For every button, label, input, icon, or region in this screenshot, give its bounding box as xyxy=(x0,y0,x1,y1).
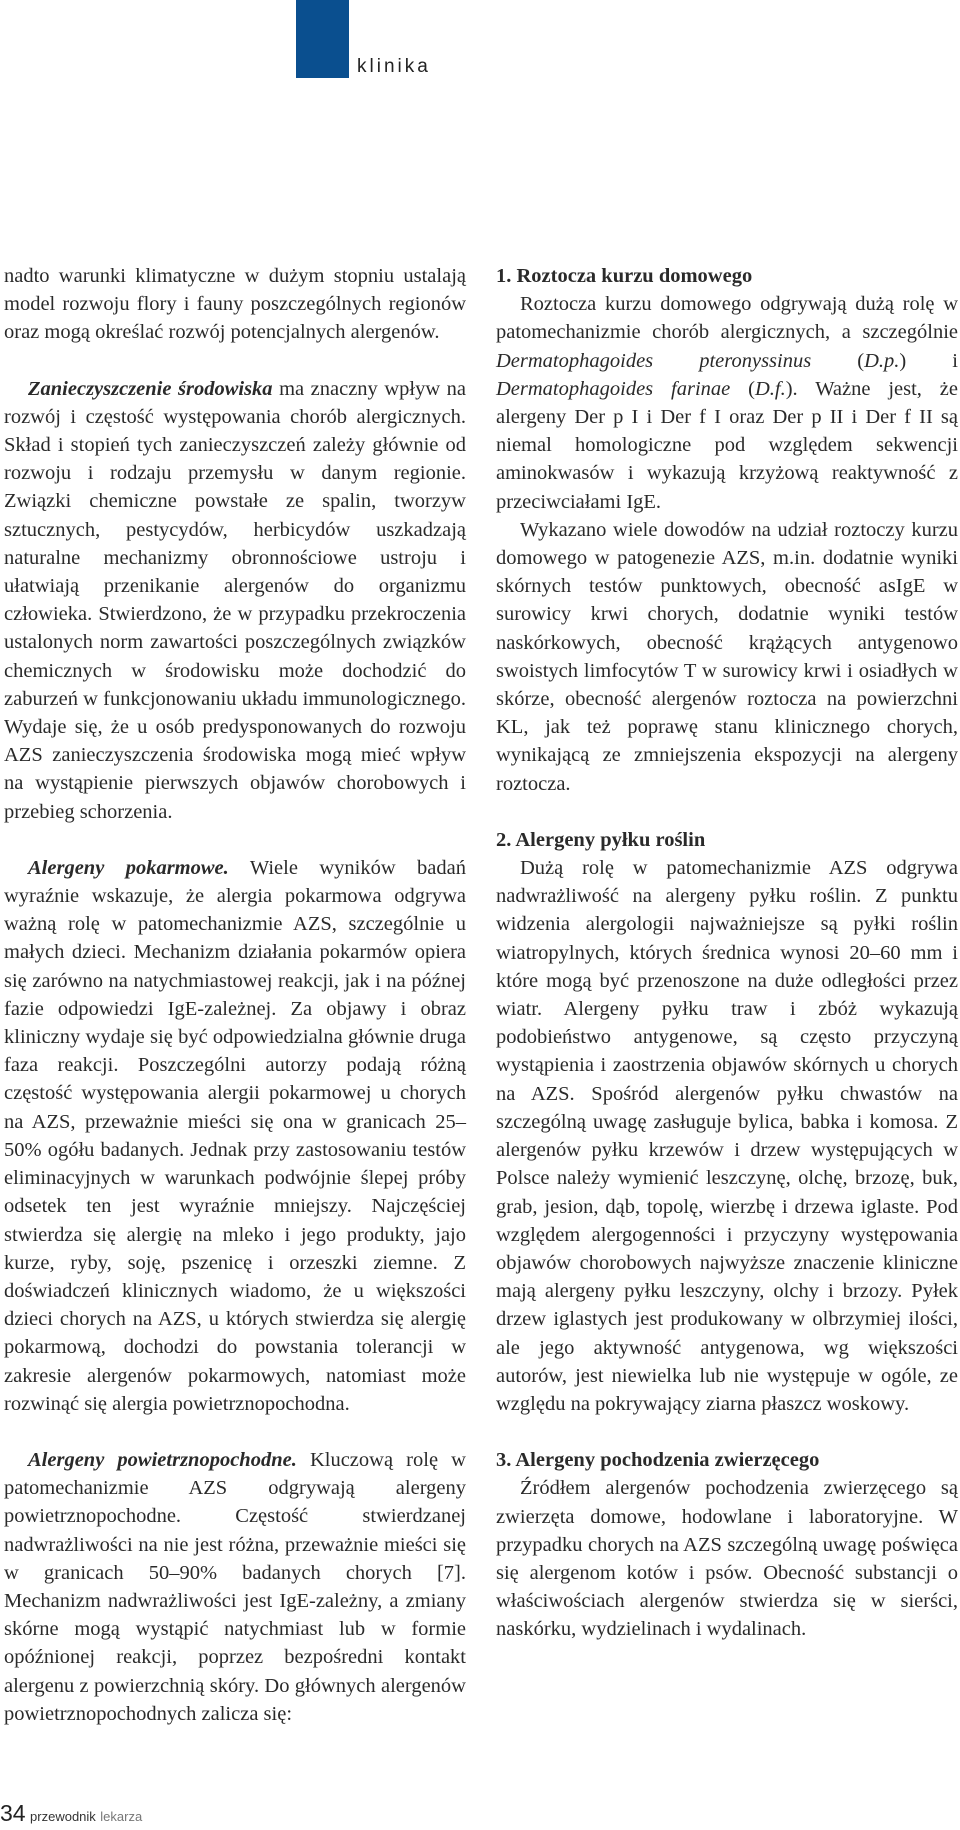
paragraph-climate xyxy=(4,262,466,347)
paragraph-text: ) i xyxy=(899,349,958,372)
publication-name-suffix: lekarza xyxy=(100,1809,143,1824)
paragraph-pollution xyxy=(4,375,466,826)
paragraph-text: ( xyxy=(811,349,865,372)
paragraph-animal-allergens: Źródłem alergenów pochodzenia zwierzęcego są zwierzęta domowe, hodowlane i laboratoryjne. W przypadku chorych na AZS szczególną uwagę poświęca się alergenom kotów i psów. Obecność substancji o właściwościach alergenów stwierdza się w sierści, naskórku, wydzielinach i wydalinach. xyxy=(496,1477,958,1641)
subheading-house-dust-mites: 1. Roztocza kurzu domowego xyxy=(496,265,753,287)
paragraph-text: Wiele wyników badań wyraźnie wskazuje, że alergia pokarmowa odgrywa ważną rolę w patomechanizmie AZS, szczególnie u małych dzieci. Mechanizm działania pokarmów opiera się zarówno na natychmiastowej reakcji, jak i na późnej fazie odpowiedzi IgE-zależnej. Za objawy i obraz kliniczny wydaje się być odpowiedzialna głównie druga faza reakcji. Poszczególni autorzy podają różną częstość występowania alergii pokarmowej u chorych na AZS, przeważnie mieści się ona w granicach 25–50% ogółu badanych. Jednak przy zastosowaniu testów eliminacyjnych w warunkach podwójnie ślepej próby odsetek ten jest wyraźnie mniejszy. Najczęściej stwierdza się alergię na mleko i jego produkty, jajo kurze, ryby, soję, pszenicę i orzeszki ziemne. Z doświadczeń klinicznych wiadomo, że u większości dzieci chorych na AZS, u których stwierdza się alergię pokarmową, dochodzi do powstania tolerancji w zakresie alergenów pokarmowych, natomiast może rozwinąć się alergia powietrznopochodna. xyxy=(4,856,466,1415)
paragraph-text: Roztocza kurzu domowego odgrywają dużą rolę w patomechanizmie chorób alergicznych, a szczególnie xyxy=(496,293,958,344)
paragraph-text: nadto warunki klimatyczne w dużym stopniu ustalają model rozwoju flory i fauny poszczególnych regionów oraz mogą określać rozwój potencjalnych alergenów. xyxy=(4,265,466,344)
page-number: 34 xyxy=(0,1800,26,1826)
paragraph-airborne-allergens xyxy=(4,1446,466,1728)
left-column xyxy=(4,262,466,1728)
species-abbrev: D.p. xyxy=(864,349,900,372)
lead-airborne-allergens: Alergeny powietrznopochodne. xyxy=(28,1448,297,1471)
paragraph-pollen: Dużą rolę w patomechanizmie AZS odgrywa nadwrażliwość na alergeny pyłku roślin. Z punktu widzenia alergologii najważniejsze są pyłki roślin wiatropylnych, których średnica wynosi 20–60 mm i które mogą być przenoszone na duże odległości przez wiatr. Alergeny pyłku traw i zbóż wykazują podobieństwo antygenowe, są często przyczyną wystąpienia i zaostrzenia objawów skórnych u chorych na AZS. Spośród alergenów pyłku chwastów na szczególną uwagę zasługuje bylica, babka i komosa. Z alergenów pyłku krzewów i drzew występujących w Polsce należy wymienić leszczynę, olchę, brzozę, buk, grab, jesion, dąb, topolę, wierzbę i drzewa iglaste. Pod względem alergogenności i przyczyny występowania objawów chorobowych najwyższe znaczenie kliniczne mają alergeny pyłku leszczyny, olchy i brzozy. Pyłek drzew iglastych jest produkowany w olbrzymiej ilości, ale jego aktywność antygenowa, wg większości autorów, jest niewielka lub nie występuje w ogóle, ze względu na pokrywający ziarna płaszcz woskowy. xyxy=(496,857,958,1415)
section-color-tab xyxy=(296,0,349,78)
species-abbrev: D.f. xyxy=(754,377,786,400)
species-name: Dermatophagoides farinae xyxy=(496,377,731,400)
page-footer xyxy=(0,1800,142,1827)
paragraph-food-allergens xyxy=(4,854,466,1418)
paragraph-text: ( xyxy=(730,377,755,400)
paragraph-mites-2: Wykazano wiele dowodów na udział roztoczy kurzu domowego w patogenezie AZS, m.in. dodatnie wyniki skórnych testów punktowych, obecność asIgE w surowicy krwi chorych, dodatnie wyniki testów naskórkowych, obecność krążących antygenowo swoistych limfocytów T w surowicy krwi i osiadłych w skórze, obecność alergenów roztocza na powierzchni KL, jak też poprawę stanu klinicznego chorych, wynikającą ze zmniejszenia ekspozycji na alergeny roztocza. xyxy=(496,518,958,795)
lead-food-allergens: Alergeny pokarmowe. xyxy=(28,856,229,879)
species-name: Dermatophagoides pteronyssinus xyxy=(496,349,812,372)
paragraph-text: ma znaczny wpływ na rozwój i częstość występowania chorób alergicznych. Skład i stopień tych zanieczyszczeń zależy głównie od rozwoju i rodzaju przemysłu w danym regionie. Związki chemiczne powstałe ze spalin, tworzyw sztucznych, pestycydów, herbicydów uszkadzają naturalne mechanizmy obronnościowe ustroju i ułatwiają przenikanie alergenów do organizmu człowieka. Stwierdzono, że w przypadku przekroczenia ustalonych norm zawartości poszczególnych związków chemicznych w środowisku może dochodzić do zaburzeń w funkcjonowaniu układu immunologicznego. Wydaje się, że u osób predysponowanych do rozwoju AZS zanieczyszczenia środowiska mogą mieć wpływ na wystąpienie pierwszych objawów chorobowych i przebieg schorzenia. xyxy=(4,377,467,823)
subheading-pollen: 2. Alergeny pyłku roślin xyxy=(496,828,706,851)
section-label: klinika xyxy=(357,56,431,77)
subheading-animal-allergens: 3. Alergeny pochodzenia zwierzęcego xyxy=(496,1449,820,1472)
paragraph-mites-1 xyxy=(496,290,958,516)
paragraph-text: Kluczową rolę w patomechanizmie AZS odgrywają alergeny powietrznopochodne. Częstość stwierdzanej nadwrażliwości na nie jest różna, przeważnie mieści się w granicach 50–90% badanych chorych [7]. Mechanizm nadwrażliwości jest IgE-zależny, a zmiany skórne mogą wystąpić natychmiast lub w formie opóźnionej reakcji, poprzez bezpośredni kontakt alergenu z powierzchnią skóry. Do głównych alergenów powietrznopochodnych zalicza się: xyxy=(4,1448,466,1725)
paragraph-text: ). Ważne jest, że alergeny Der p I i Der f I oraz Der p II i Der f II są niemal homologiczne pod względem sekwencji aminokwasów i wykazują krzyżową reaktywność z przeciwciałami IgE. xyxy=(496,377,959,513)
right-column xyxy=(496,262,958,1644)
publication-name: przewodnik xyxy=(30,1809,96,1824)
lead-pollution: Zanieczyszczenie środowiska xyxy=(28,377,273,400)
